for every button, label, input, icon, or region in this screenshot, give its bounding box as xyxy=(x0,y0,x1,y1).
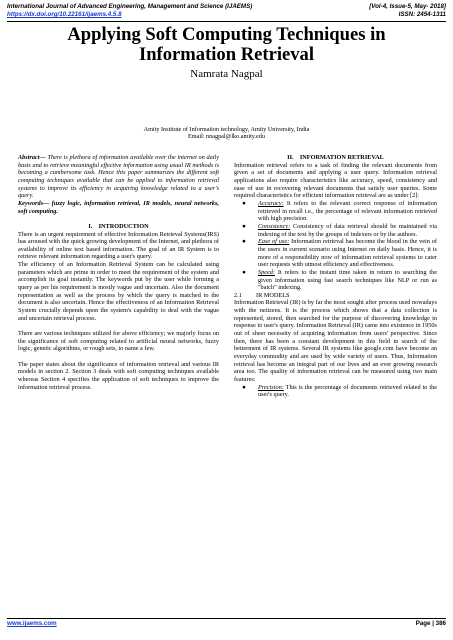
intro-paragraph-1: There is an urgent requirement of effective Information Retrieval Systems(IRS) has aroused with the quick growing development of the Internet, and plethora of availability of online text based information. The goal of an IR System is to retrieve relevant information regarding a user's query. xyxy=(18,230,219,261)
characteristics-list xyxy=(234,200,437,292)
doi-link[interactable]: https://dx.doi.org/10.22161/ijaems.4.5.8 xyxy=(7,11,122,18)
bullet-icon: ● xyxy=(242,383,246,391)
abstract xyxy=(18,154,219,200)
journal-name: International Journal of Advanced Engineering, Management and Science (IJAEMS) xyxy=(7,3,253,10)
page-footer xyxy=(7,620,446,627)
intro-paragraph-4: The paper states about the significance of information retrieval and various IR models in section 2. Section 3 deals with soft computing techniques available whereas Section 4 specifies the application of soft techniques to improve the information retrieval process. xyxy=(18,360,219,391)
list-item: ● Speed: It refers to the instant time taken in return to searching the given information using fast search techniques like NLP or run as "batch" indexing. xyxy=(242,268,437,292)
subsection-number: 2.1 xyxy=(234,291,242,299)
list-item: ● Consistency: Consistency of data retrieval should be maintained via indexing of the text by the groups of indexers or by the authors. xyxy=(242,222,437,238)
website-link[interactable]: www.ijaems.com xyxy=(7,620,57,627)
subsection-heading-ir-models xyxy=(234,292,437,300)
abstract-label: Abstract— xyxy=(18,154,46,161)
bullet-icon: ● xyxy=(242,199,246,207)
issn: ISSN: 2454-1311 xyxy=(398,11,446,18)
title-line-2: Information Retrieval xyxy=(138,44,315,65)
affiliation: Amity Institute of Information technology, Amity University, India xyxy=(143,126,310,133)
page-number: Page | 386 xyxy=(415,620,446,627)
abstract-text: There is plethora of information available over the internet on daily basis and to retrieve meaningful effective information using usual IR methods is becoming a cumbersome task. Hence this paper summarizes the different soft computing techniques available that can be applied to information retrieval systems to improve its efficiency in acquiring knowledge related to a user's query. xyxy=(18,154,219,200)
keywords-label: Keywords— xyxy=(18,199,50,207)
header-rule xyxy=(7,21,446,22)
paper-title xyxy=(0,25,453,65)
bullet-icon: ● xyxy=(242,268,246,276)
intro-paragraph-3: There are various techniques utilized for above efficiency; we majorly focus on the significance of soft computing related to artificial neural networks, fuzzy logic, genetic algorithms, or rough sets, to name a few. xyxy=(18,329,219,353)
left-column xyxy=(18,154,219,391)
bullet-icon: ● xyxy=(242,238,246,246)
author-name: Namrata Nagpal xyxy=(190,68,263,80)
ir-paragraph-2: Information Retrieval (IR) is by far the most sought after process used nowadays with the netizens. It is the process which shows that a data collection is represented, stored, then searched for the purpose of discovering knowledge in response to user's query. Information Retrieval (IR) came into existence in 1950s out of sheer necessity of acquiring information from users' perspective. Since then, there has been a constant development in this field in search of the betterment of IR systems. Several IR systems like google.com have become an everyday commodity and are used by wide variety of users. Thus, Information retrieval has become an integral part of our lives and an ever growing research area too. The quality of information retrieval can be measured using two main features: xyxy=(234,299,437,384)
ir-paragraph-1: Information retrieval refers to a task of finding the relevant documents from given a set of documents and applying a user query. Information retrieval applications also require characteristics like accuracy, speed, consistency and ease of use in recovering relevant documents that satisfy user queries. Some required characteristics for efficient information retrieval are as under [2]: xyxy=(234,161,437,200)
affiliation-block xyxy=(0,126,453,141)
section-heading-introduction: I. INTRODUCTION xyxy=(88,222,149,230)
list-item: ● Accuracy: It refers to the relevant correct response of information retrieved in recall i.e., the percentage of relevant information retrieved with high precision. xyxy=(242,199,437,223)
quality-features-list xyxy=(234,384,437,399)
right-column xyxy=(234,154,437,399)
footer-rule xyxy=(7,618,446,619)
volume-info: [Vol-4, Issue-5, May- 2018] xyxy=(369,3,446,10)
list-item: ● Ease of use: Information retrieval has become the blood in the vein of the users in current scenario using Internet on daily basis. Hence, it is more of a responsibility now of information retrieval systems to cater user requests with utmost efficiency and effectiveness. xyxy=(242,238,437,269)
intro-paragraph-2: The efficiency of an Information Retrieval System can be calculated using parameters which are prime in order to meet the requirement of the system and accomplish its goal instantly. The keywords put by the user while forming a query as per his requirement is mostly vague and uncertain. Also the document representation as well as the process by which the query is matched to the document is also uncertain. Hence the effectiveness of an Information Retrieval System crucially depends upon the system's capability to deal with the vague and uncertain retrieval process. xyxy=(18,261,219,322)
section-heading-information-retrieval: II. INFORMATION RETRIEVAL xyxy=(287,154,384,161)
list-item: ● Precision: This is the percentage of documents retrieved related to the user's query. xyxy=(242,383,437,399)
title-line-1: Applying Soft Computing Techniques in xyxy=(67,24,386,45)
author-email: Email: nnagpal@lko.amity.edu xyxy=(188,133,265,141)
keywords xyxy=(18,200,219,215)
keywords-text: fuzzy logic, information retrieval, IR models, neural networks, soft computing. xyxy=(18,199,219,215)
subsection-title: IR MODELS xyxy=(256,291,290,299)
bullet-icon: ● xyxy=(242,222,246,230)
